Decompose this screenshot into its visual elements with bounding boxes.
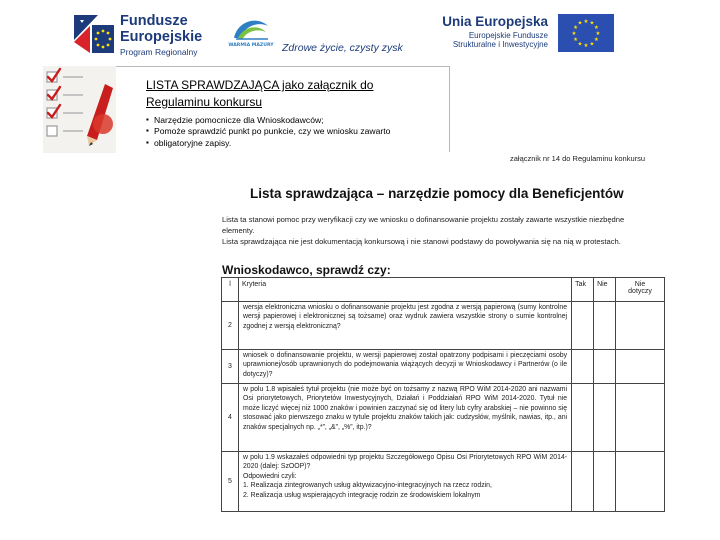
row-number: 5 [222, 452, 239, 512]
header-na-line2: dotyczy [628, 288, 652, 295]
header-no: Nie [594, 278, 616, 302]
row-number: 4 [222, 384, 239, 452]
svg-text:★: ★ [577, 20, 583, 27]
checkbox-not-applicable[interactable] [616, 350, 665, 384]
checkbox-no[interactable] [594, 302, 616, 350]
row-criterion-text: w polu 1.9 wskazałeś odpowiedni typ projektu Szczegółowego Opisu Osi Priorytetowych RPO WiM 2014-2020 (dalej: SzOOP)? [242, 454, 568, 471]
svg-text:★: ★ [589, 20, 595, 27]
fe-title-line2: Europejskie [120, 28, 203, 45]
checkbox-no[interactable] [594, 350, 616, 384]
wm-logo-text: WARMIA MAZURY [228, 43, 274, 48]
slide-title [146, 77, 373, 110]
ue-subtitle-line1: Europejskie Fundusze [468, 31, 548, 41]
checkbox-yes[interactable] [572, 452, 594, 512]
slide-bullet-continuation: ▪ obligatoryjne zapisy. [146, 138, 390, 149]
header-yes: Tak [572, 278, 594, 302]
checkbox-not-applicable[interactable] [616, 302, 665, 350]
slide-bullet-list [146, 115, 390, 149]
table-row [222, 384, 665, 452]
svg-text:★: ★ [571, 31, 577, 37]
slide-bullet: ▪ Pomoże sprawdzić punkt po punkcie, czy we wniosku zawarto [146, 126, 390, 137]
svg-text:★: ★ [573, 37, 579, 43]
checkbox-yes[interactable] [572, 384, 594, 452]
unia-europejska-text [442, 15, 548, 49]
ue-subtitle-line2: Strukturalne i Inwestycyjne [452, 39, 548, 49]
document-subheading: Wnioskodawco, sprawdź czy: [222, 263, 391, 277]
fe-title-line1: Fundusze [120, 13, 188, 29]
table-header-row [222, 278, 665, 302]
svg-text:★: ★ [595, 31, 601, 37]
fundusze-europejskie-text [120, 14, 202, 57]
checkbox-no[interactable] [594, 452, 616, 512]
row-criterion-extra: 1. Realizacja zintegrowanych usług aktywizacyjno-integracyjnych na rzecz rodzin, [242, 482, 492, 490]
checkbox-not-applicable[interactable] [616, 452, 665, 512]
fe-subtitle: Program Regionalny [120, 47, 198, 57]
intro-line2: elementy. [222, 226, 255, 235]
checkbox-not-applicable[interactable] [616, 384, 665, 452]
row-criterion-extra: 2. Realizacja usług wspierających integrację rodzin ze środowiskiem lokalnym [242, 491, 481, 499]
svg-text:★: ★ [573, 25, 579, 31]
slide-title-line2: Regulaminu konkursu [146, 94, 263, 109]
svg-text:★: ★ [593, 25, 599, 31]
checklist-icon [43, 66, 116, 153]
checklist-table [221, 277, 665, 512]
checkbox-yes[interactable] [572, 350, 594, 384]
row-criterion-extra: Odpowiedni czyli: [242, 472, 297, 480]
slide-bullet: ▪ Narzędzie pomocnicze dla Wnioskodawców; [146, 115, 390, 126]
header-num: l [222, 278, 239, 302]
row-criterion: w polu 1.8 wpisałeś tytuł projektu (nie może być on tożsamy z nazwą RPO WiM 2014-2020 ani nazwami Osi priorytetowych, Priorytetów Inwestycyjnych, Działań i Poddziałań RPO WiM 2014-2020. Tytuł nie może liczyć więcej niż 1000 znaków i powinien zaczynać się od litery lub cyfry arabskiej – nie powinno się stosować jako pierwszego znaku w tytule projektu znaków takich jak: cudzysłów, myślnik, nawias, itp., ani znaków specjalnych np. „*”, „&”, „%”, itp.)? [238, 384, 571, 452]
attachment-reference: załącznik nr 14 do Regulaminu konkursu [510, 154, 646, 163]
row-criterion: wniosek o dofinansowanie projektu, w wersji papierowej został opatrzony podpisami i pieczęciami osoby uprawnionej/osób uprawnionych do podejmowania wiążących decyzji w Wnioskodawcy i Partnerów (o ile dotyczy)? [238, 350, 571, 384]
row-criterion: wersja elektroniczna wniosku o dofinansowanie projektu jest zgodna z wersją papierową (sumy kontrolne wersji papierowej i elektronicznej są tożsame) oraz wydruk zawiera wszystkie strony o sumie kontrolnej zgodnej z wersją elektroniczną? [238, 302, 571, 350]
eu-flag-icon [558, 14, 614, 52]
warmia-mazury-logo-icon [228, 14, 274, 54]
row-criterion [238, 452, 571, 512]
intro-line1: Lista ta stanowi pomoc przy weryfikacji czy we wniosku o dofinansowanie projektu zostały zawarte wszystkie niezbędne [222, 215, 625, 224]
intro-line3: Lista sprawdzająca nie jest dokumentacją konkursową i nie stanowi podstawy do powoływania się na nią w protestach. [222, 237, 621, 246]
svg-text:★: ★ [593, 37, 599, 43]
table-row [222, 302, 665, 350]
table-row [222, 452, 665, 512]
svg-text:★: ★ [589, 41, 595, 48]
slide-title-line1: LISTA SPRAWDZAJĄCA jako załącznik do [146, 78, 374, 92]
svg-text:★: ★ [577, 41, 583, 48]
fundusze-europejskie-logo-icon [72, 12, 116, 56]
header-criteria: Kryteria [238, 278, 571, 302]
table-row [222, 350, 665, 384]
document-intro [222, 214, 664, 247]
header-na-line1: Nie [634, 281, 646, 288]
row-number: 2 [222, 302, 239, 350]
ue-title: Unia Europejska [442, 14, 548, 29]
row-number: 3 [222, 350, 239, 384]
logo-bar [0, 0, 720, 66]
svg-text:★: ★ [583, 19, 589, 25]
checkbox-yes[interactable] [572, 302, 594, 350]
document-heading: Lista sprawdzająca – narzędzie pomocy dla Beneficjentów [250, 186, 624, 201]
slogan: Zdrowe życie, czysty zysk [282, 42, 403, 54]
header-not-applicable [616, 278, 665, 302]
checkbox-no[interactable] [594, 384, 616, 452]
svg-text:★: ★ [583, 43, 589, 49]
